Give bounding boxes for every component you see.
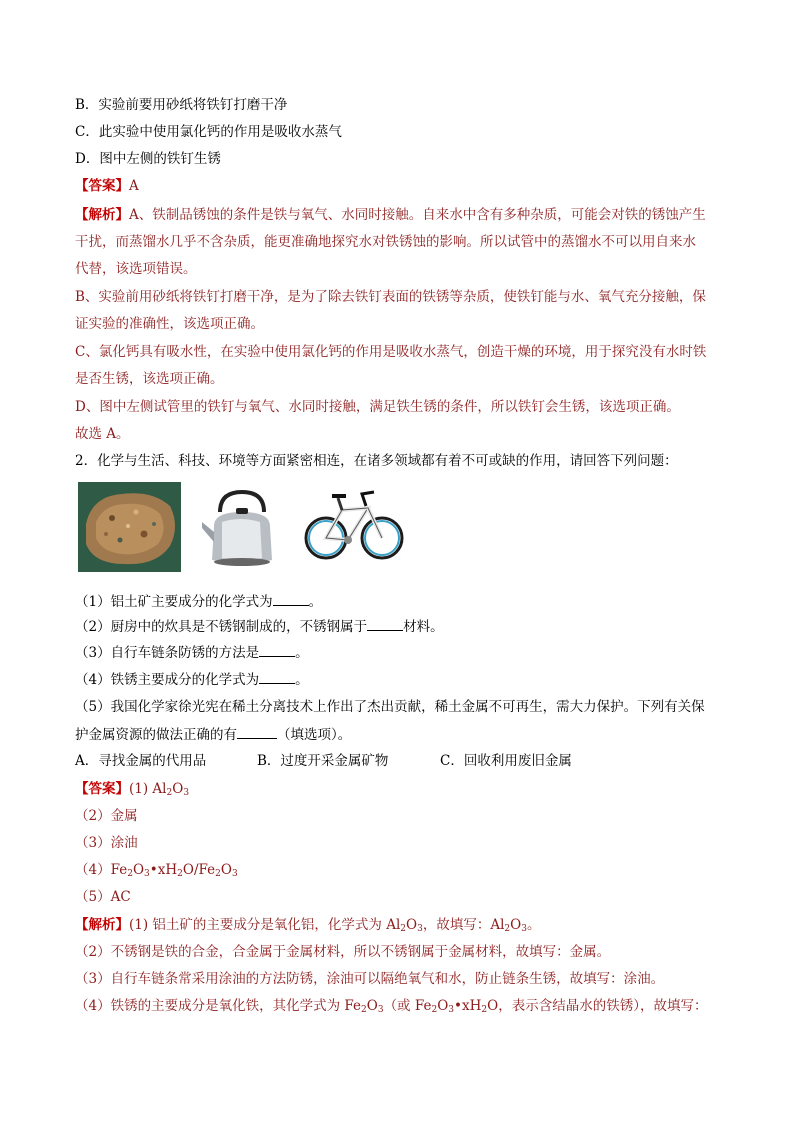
- formula-part: Al: [152, 781, 167, 797]
- sub1-blank: [273, 591, 309, 606]
- formula-part: O: [220, 862, 232, 878]
- formula-sub: 3: [448, 1005, 455, 1015]
- analysis-text: （4）铁锈的主要成分是氧化铁，其化学式为: [75, 998, 345, 1014]
- formula-sub: 3: [231, 869, 238, 879]
- q1-analysis-line-8: D、图中左侧试管里的铁钉与氧气、水同时接触，满足铁生锈的条件，所以铁钉会生锈，该选项正确。: [75, 399, 680, 415]
- analysis-text: A、铁制品锈蚀的条件是铁与氧气、水同时接触。自来水中含有多种杂质，可能会对铁的锈蚀产生: [129, 207, 706, 223]
- formula-sub: 2: [504, 924, 511, 934]
- formula-sub: 2: [361, 1005, 367, 1015]
- option-a: A．寻找金属的代用品: [75, 753, 207, 769]
- q2-answer-2: （2）金属: [75, 808, 138, 824]
- sub2-blank: [367, 616, 403, 631]
- formula-sub: 2: [127, 869, 133, 879]
- formula-sub: 3: [377, 1005, 384, 1015]
- sub5-text: 护金属资源的做法正确的有: [75, 727, 237, 743]
- q1-analysis-line-4: B、实验前用砂纸将铁钉打磨干净，是为了除去铁钉表面的铁锈等杂质，使铁钉能与水、氧气充分接触，保: [75, 289, 706, 305]
- answer-tag: 【答案】: [75, 178, 129, 194]
- q2-answer-3: （3）涂油: [75, 835, 138, 851]
- q2-analysis-line-2: （2）不锈钢是铁的合金，合金属于金属材料，所以不锈钢属于金属材料，故填写：金属。: [75, 944, 611, 960]
- option-c: C．回收利用废旧金属: [440, 753, 572, 769]
- answer-4-prefix: （4）: [75, 862, 111, 878]
- formula-part: H: [165, 862, 178, 878]
- q2-sub3: [75, 642, 309, 663]
- q2-answer-4: [75, 860, 238, 880]
- q2-analysis-line-1: [75, 915, 540, 935]
- bauxite-ore-photo: [78, 482, 181, 572]
- q2-analysis-line-4: [75, 996, 707, 1016]
- option-b: B．过度开采金属矿物: [257, 753, 389, 769]
- q1-answer: [75, 176, 139, 196]
- q1-conclusion: 故选 A。: [75, 426, 130, 442]
- option-c: C．此实验中使用氯化钙的作用是吸收水蒸气: [75, 124, 342, 140]
- formula-part: O: [172, 781, 184, 797]
- formula-sub: 3: [183, 788, 190, 798]
- formula-part: O: [406, 917, 418, 933]
- formula-part: Fe: [344, 998, 362, 1014]
- analysis-tag: 【解析】: [75, 207, 129, 223]
- sub2-end: 材料。: [403, 619, 444, 635]
- sub3-end: 。: [295, 645, 309, 661]
- analysis-text: (1) 铝土矿的主要成分是氧化铝，化学式为: [129, 917, 387, 933]
- formula-sub: 2: [481, 1005, 488, 1015]
- formula-part: /: [193, 862, 199, 878]
- sub4-blank: [259, 669, 295, 684]
- formula-part: O: [182, 862, 194, 878]
- q2-answer-1: [75, 779, 189, 799]
- q1-analysis-line-5: 证实验的准确性，该选项正确。: [75, 316, 264, 332]
- analysis-text: 。: [526, 917, 541, 933]
- formula-sub: 2: [215, 869, 221, 879]
- formula-part: O: [366, 998, 378, 1014]
- formula-part: Fe: [110, 862, 128, 878]
- formula-part: Al: [386, 917, 401, 933]
- q2-sub2: [75, 616, 444, 637]
- q2-analysis-line-3: （3）自行车链条常采用涂油的方法防锈，涂油可以隔绝氧气和水，防止链条生锈，故填写：涂油。: [75, 971, 665, 987]
- analysis-text: ，故填写：: [422, 917, 491, 933]
- formula-part: O: [510, 917, 522, 933]
- sub2-text: （2）厨房中的炊具是不锈钢制成的，不锈钢属于: [75, 619, 368, 635]
- analysis-text: （或: [383, 998, 415, 1014]
- formula-sub: 3: [521, 924, 527, 934]
- q2-sub1: [75, 591, 322, 612]
- analysis-text: ，表示含结晶水的铁锈），故填写：: [498, 998, 708, 1014]
- formula-part: Al: [490, 917, 505, 933]
- sub1-end: 。: [308, 594, 323, 610]
- formula-part: O: [437, 998, 449, 1014]
- answer-1-prefix: (1): [129, 781, 153, 797]
- q1-analysis-line-2: 干扰，而蒸馏水几乎不含杂质，能更准确地探究水对铁锈蚀的影响。所以试管中的蒸馏水不可以用自来水: [75, 234, 696, 250]
- formula-sub: 2: [166, 788, 173, 798]
- q2-sub5-line2: [75, 724, 351, 745]
- q1-analysis-line-7: 是否生锈，该选项正确。: [75, 371, 224, 387]
- formula-sub: 2: [400, 924, 407, 934]
- q2-stem: 2．化学与生活、科技、环境等方面紧密相连，在诸多领域都有着不可或缺的作用，请回答下列问题：: [75, 453, 678, 469]
- formula-sub: 2: [431, 1005, 438, 1015]
- sub5-blank: [237, 724, 277, 739]
- sub3-text: （3）自行车链条防锈的方法是: [75, 645, 260, 661]
- answer-value: A: [129, 178, 139, 194]
- formula-sub: 2: [177, 869, 183, 879]
- q2-sub5-line1: （5）我国化学家徐光宪在稀土分离技术上作出了杰出贡献，稀土金属不可再生，需大力保护。下列有关保: [75, 699, 705, 715]
- analysis-tag: 【解析】: [75, 917, 129, 933]
- formula-sub: 3: [417, 924, 423, 934]
- bicycle-photo: [302, 482, 406, 572]
- q1-analysis-line-6: C、氯化钙具有吸水性，在实验中使用氯化钙的作用是吸收水蒸气，创造干燥的环境，用于探究没有水时铁: [75, 344, 707, 360]
- formula-part: •x: [454, 998, 470, 1014]
- sub5-end: （填选项）。: [277, 727, 352, 743]
- formula-sub: 3: [144, 869, 150, 879]
- stainless-kettle-photo: [200, 482, 284, 572]
- q2-answer-5: （5）AC: [75, 889, 131, 905]
- answer-tag: 【答案】: [75, 781, 129, 797]
- sub3-blank: [259, 642, 295, 657]
- formula-part: Fe: [414, 998, 432, 1014]
- q2-sub4: [75, 669, 309, 690]
- option-b: B．实验前要用砂纸将铁钉打磨干净: [75, 97, 288, 113]
- formula-part: H: [469, 998, 482, 1014]
- sub4-text: （4）铁锈主要成分的化学式为: [75, 672, 260, 688]
- sub4-end: 。: [295, 672, 309, 688]
- formula-part: •x: [149, 862, 166, 878]
- q1-analysis-line-3: 代替，该选项错误。: [75, 261, 197, 277]
- option-d: D．图中左侧的铁钉生锈: [75, 151, 221, 167]
- formula-part: O: [487, 998, 499, 1014]
- formula-part: Fe: [198, 862, 216, 878]
- formula-part: O: [132, 862, 145, 878]
- q1-analysis-line-1: [75, 205, 706, 225]
- sub1-text: （1）铝土矿主要成分的化学式为: [75, 594, 273, 610]
